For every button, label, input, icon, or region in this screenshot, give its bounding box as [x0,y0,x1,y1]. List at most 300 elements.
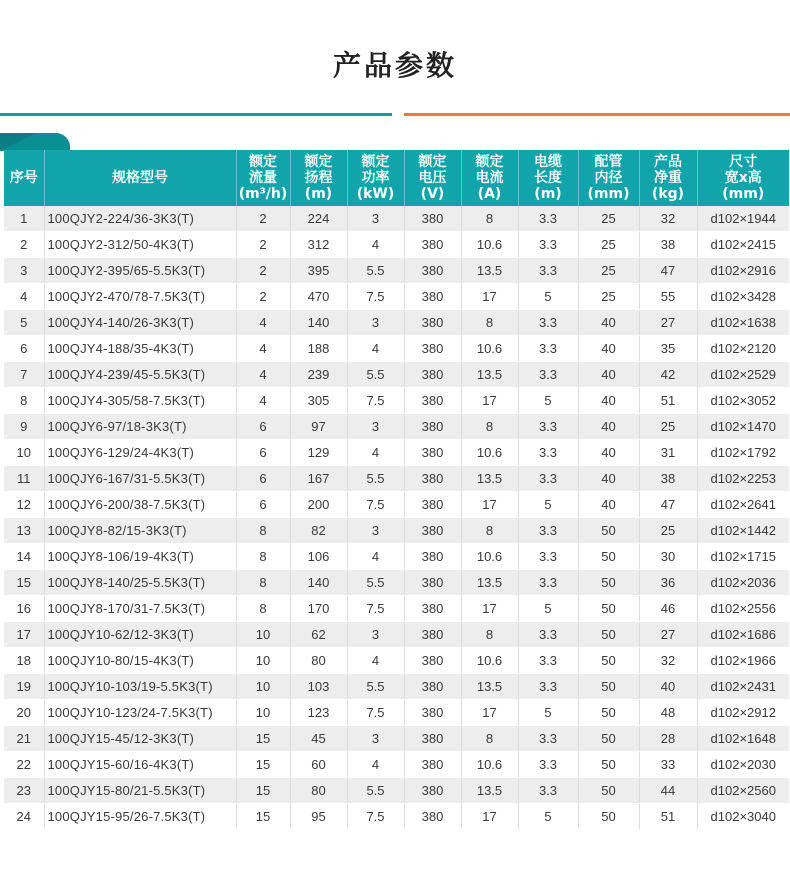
cell-cable-length: 3.3 [518,726,578,752]
header-power-line1: 额定 [361,154,390,170]
cell-voltage: 380 [404,414,461,440]
cell-current: 8 [461,622,518,648]
cell-net-weight: 47 [639,492,697,518]
cell-current: 13.5 [461,362,518,388]
cell-power: 3 [347,414,404,440]
cell-current: 17 [461,388,518,414]
table-row [4,700,789,726]
header-net-weight-line3: (kg) [651,186,685,202]
cell-pipe-diameter: 50 [578,674,639,700]
cell-index: 20 [4,700,44,726]
header-head-line3: (m) [304,186,333,202]
cell-voltage: 380 [404,284,461,310]
cell-pipe-diameter: 25 [578,232,639,258]
cell-index: 12 [4,492,44,518]
cell-net-weight: 32 [639,206,697,232]
cell-flow: 8 [236,544,290,570]
cell-current: 17 [461,804,518,830]
header-voltage-line3: (V) [420,186,445,202]
cell-cable-length: 3.3 [518,648,578,674]
cell-voltage: 380 [404,596,461,622]
header-model [44,150,236,206]
cell-model: 100QJY10-80/15-4K3(T) [44,648,236,674]
header-dimensions-line3: (mm) [722,186,765,202]
cell-pipe-diameter: 25 [578,206,639,232]
cell-dimensions: d102×2036 [697,570,789,596]
cell-index: 21 [4,726,44,752]
cell-flow: 4 [236,310,290,336]
cell-voltage: 380 [404,648,461,674]
cell-cable-length: 3.3 [518,336,578,362]
cell-current: 8 [461,414,518,440]
cell-index: 24 [4,804,44,830]
cell-head: 103 [290,674,347,700]
header-flow-line3: (m³/h) [238,186,288,202]
cell-cable-length: 3.3 [518,440,578,466]
cell-cable-length: 3.3 [518,232,578,258]
header-head [290,150,347,206]
cell-power: 4 [347,336,404,362]
cell-head: 470 [290,284,347,310]
cell-pipe-diameter: 40 [578,336,639,362]
cell-voltage: 380 [404,206,461,232]
header-net-weight [639,150,697,206]
cell-model: 100QJY2-224/36-3K3(T) [44,206,236,232]
cell-current: 17 [461,284,518,310]
cell-head: 60 [290,752,347,778]
header-flow-line2: 流量 [249,170,277,186]
cell-dimensions: d102×1442 [697,518,789,544]
cell-model: 100QJY10-103/19-5.5K3(T) [44,674,236,700]
table-row [4,648,789,674]
header-net-weight-line2: 净重 [654,170,682,186]
cell-net-weight: 51 [639,388,697,414]
cell-model: 100QJY6-200/38-7.5K3(T) [44,492,236,518]
header-cable-length-line3: (m) [534,186,562,202]
cell-flow: 4 [236,336,290,362]
cell-pipe-diameter: 40 [578,388,639,414]
header-net-weight-line1: 产品 [654,154,682,170]
table-row [4,752,789,778]
cell-pipe-diameter: 50 [578,622,639,648]
cell-model: 100QJY4-140/26-3K3(T) [44,310,236,336]
cell-power: 4 [347,648,404,674]
cell-index: 1 [4,206,44,232]
cell-current: 10.6 [461,752,518,778]
cell-net-weight: 51 [639,804,697,830]
cell-net-weight: 40 [639,674,697,700]
header-dimensions-line2: 宽x高 [724,170,762,186]
header-current [461,150,518,206]
cell-head: 80 [290,648,347,674]
cell-power: 3 [347,622,404,648]
cell-net-weight: 42 [639,362,697,388]
cell-flow: 2 [236,206,290,232]
cell-head: 95 [290,804,347,830]
cell-model: 100QJY2-312/50-4K3(T) [44,232,236,258]
cell-flow: 15 [236,752,290,778]
cell-index: 17 [4,622,44,648]
cell-head: 62 [290,622,347,648]
cell-index: 8 [4,388,44,414]
cell-pipe-diameter: 25 [578,284,639,310]
cell-flow: 2 [236,258,290,284]
cell-current: 8 [461,310,518,336]
cell-net-weight: 48 [639,700,697,726]
cell-head: 140 [290,570,347,596]
cell-power: 5.5 [347,466,404,492]
cell-voltage: 380 [404,440,461,466]
cell-pipe-diameter: 50 [578,726,639,752]
cell-flow: 8 [236,570,290,596]
cell-model: 100QJY6-97/18-3K3(T) [44,414,236,440]
cell-cable-length: 3.3 [518,622,578,648]
cell-model: 100QJY8-82/15-3K3(T) [44,518,236,544]
cell-index: 10 [4,440,44,466]
cell-model: 100QJY15-45/12-3K3(T) [44,726,236,752]
cell-index: 5 [4,310,44,336]
cell-cable-length: 3.3 [518,674,578,700]
cell-current: 13.5 [461,258,518,284]
cell-pipe-diameter: 50 [578,752,639,778]
cell-net-weight: 27 [639,310,697,336]
cell-current: 13.5 [461,466,518,492]
cell-head: 224 [290,206,347,232]
table-row [4,206,789,232]
table-row [4,310,789,336]
cell-cable-length: 3.3 [518,752,578,778]
cell-flow: 6 [236,492,290,518]
header-dimensions [697,150,789,206]
header-pipe-diameter [578,150,639,206]
table-row [4,518,789,544]
cell-index: 6 [4,336,44,362]
cell-model: 100QJY6-129/24-4K3(T) [44,440,236,466]
cell-power: 5.5 [347,778,404,804]
header-pipe-diameter-line2: 内径 [594,170,623,186]
cell-dimensions: d102×2916 [697,258,789,284]
cell-current: 10.6 [461,336,518,362]
cell-dimensions: d102×2120 [697,336,789,362]
cell-voltage: 380 [404,518,461,544]
cell-pipe-diameter: 25 [578,258,639,284]
cell-head: 312 [290,232,347,258]
table-row [4,726,789,752]
cell-voltage: 380 [404,700,461,726]
cell-pipe-diameter: 40 [578,362,639,388]
table-row [4,284,789,310]
table-row [4,570,789,596]
cell-cable-length: 3.3 [518,414,578,440]
cell-voltage: 380 [404,310,461,336]
cell-head: 239 [290,362,347,388]
cell-model: 100QJY8-106/19-4K3(T) [44,544,236,570]
cell-current: 17 [461,596,518,622]
cell-current: 13.5 [461,778,518,804]
header-pipe-diameter-line1: 配管 [594,154,623,170]
cell-net-weight: 27 [639,622,697,648]
header-head-line1: 额定 [304,154,333,170]
header-head-line2: 扬程 [304,170,333,186]
cell-pipe-diameter: 40 [578,466,639,492]
cell-flow: 15 [236,778,290,804]
cell-dimensions: d102×2431 [697,674,789,700]
cell-dimensions: d102×3428 [697,284,789,310]
cell-index: 2 [4,232,44,258]
cell-dimensions: d102×2912 [697,700,789,726]
cell-flow: 4 [236,362,290,388]
cell-dimensions: d102×2529 [697,362,789,388]
cell-flow: 15 [236,726,290,752]
cell-head: 305 [290,388,347,414]
cell-head: 140 [290,310,347,336]
cell-dimensions: d102×2030 [697,752,789,778]
cell-model: 100QJY10-62/12-3K3(T) [44,622,236,648]
cell-current: 17 [461,492,518,518]
cell-cable-length: 5 [518,804,578,830]
cell-flow: 8 [236,518,290,544]
table-row [4,544,789,570]
cell-head: 82 [290,518,347,544]
header-flow-line1: 额定 [249,154,277,170]
table-row [4,674,789,700]
cell-flow: 10 [236,700,290,726]
cell-flow: 10 [236,622,290,648]
cell-cable-length: 5 [518,596,578,622]
cell-cable-length: 3.3 [518,778,578,804]
cell-net-weight: 47 [639,258,697,284]
header-voltage-line1: 额定 [418,154,447,170]
cell-pipe-diameter: 50 [578,570,639,596]
table-row [4,388,789,414]
cell-index: 15 [4,570,44,596]
cell-cable-length: 3.3 [518,466,578,492]
cell-pipe-diameter: 50 [578,804,639,830]
cell-pipe-diameter: 50 [578,778,639,804]
cell-index: 19 [4,674,44,700]
cell-cable-length: 5 [518,492,578,518]
header-voltage [404,150,461,206]
cell-net-weight: 33 [639,752,697,778]
title-divider-teal [0,113,392,116]
cell-model: 100QJY10-123/24-7.5K3(T) [44,700,236,726]
table-header-row [4,150,789,206]
header-cable-length-line2: 长度 [534,170,562,186]
cell-power: 3 [347,206,404,232]
table-row [4,804,789,830]
cell-head: 188 [290,336,347,362]
cell-voltage: 380 [404,674,461,700]
table-row [4,492,789,518]
header-index-line1: 序号 [9,170,38,186]
table-row [4,440,789,466]
header-model-line1: 规格型号 [112,170,168,186]
cell-dimensions: d102×1966 [697,648,789,674]
cell-net-weight: 44 [639,778,697,804]
cell-cable-length: 5 [518,284,578,310]
cell-power: 4 [347,752,404,778]
cell-flow: 4 [236,388,290,414]
cell-model: 100QJY15-80/21-5.5K3(T) [44,778,236,804]
cell-dimensions: d102×2560 [697,778,789,804]
cell-index: 7 [4,362,44,388]
cell-dimensions: d102×3040 [697,804,789,830]
cell-power: 4 [347,232,404,258]
spec-table [4,150,789,830]
cell-net-weight: 30 [639,544,697,570]
header-pipe-diameter-line3: (mm) [587,186,630,202]
header-flow [236,150,290,206]
table-row [4,258,789,284]
cell-current: 10.6 [461,648,518,674]
cell-pipe-diameter: 50 [578,596,639,622]
cell-power: 5.5 [347,674,404,700]
cell-power: 7.5 [347,492,404,518]
cell-power: 5.5 [347,258,404,284]
cell-head: 167 [290,466,347,492]
cell-flow: 6 [236,466,290,492]
cell-voltage: 380 [404,570,461,596]
cell-dimensions: d102×1648 [697,726,789,752]
cell-voltage: 380 [404,362,461,388]
cell-pipe-diameter: 40 [578,492,639,518]
cell-dimensions: d102×2641 [697,492,789,518]
cell-power: 7.5 [347,284,404,310]
header-current-line2: 电流 [475,170,504,186]
cell-head: 123 [290,700,347,726]
cell-head: 97 [290,414,347,440]
cell-dimensions: d102×1792 [697,440,789,466]
cell-current: 13.5 [461,570,518,596]
cell-model: 100QJY8-170/31-7.5K3(T) [44,596,236,622]
cell-power: 3 [347,310,404,336]
cell-net-weight: 55 [639,284,697,310]
cell-flow: 2 [236,284,290,310]
cell-dimensions: d102×2253 [697,466,789,492]
cell-net-weight: 31 [639,440,697,466]
cell-current: 8 [461,726,518,752]
cell-current: 10.6 [461,544,518,570]
cell-index: 14 [4,544,44,570]
cell-net-weight: 32 [639,648,697,674]
cell-cable-length: 5 [518,700,578,726]
cell-voltage: 380 [404,804,461,830]
cell-dimensions: d102×2415 [697,232,789,258]
table-row [4,466,789,492]
cell-cable-length: 3.3 [518,206,578,232]
cell-model: 100QJY15-95/26-7.5K3(T) [44,804,236,830]
cell-model: 100QJY4-305/58-7.5K3(T) [44,388,236,414]
table-row [4,414,789,440]
cell-index: 22 [4,752,44,778]
cell-power: 4 [347,440,404,466]
cell-cable-length: 3.3 [518,362,578,388]
cell-cable-length: 3.3 [518,518,578,544]
cell-pipe-diameter: 50 [578,700,639,726]
cell-pipe-diameter: 40 [578,310,639,336]
cell-pipe-diameter: 40 [578,440,639,466]
header-dimensions-line1: 尺寸 [729,154,758,170]
cell-power: 7.5 [347,388,404,414]
cell-pipe-diameter: 50 [578,648,639,674]
header-power-line2: 功率 [361,170,390,186]
table-body [4,206,789,830]
cell-index: 3 [4,258,44,284]
table-row [4,232,789,258]
cell-net-weight: 38 [639,466,697,492]
title-divider-orange [404,113,790,116]
cell-net-weight: 35 [639,336,697,362]
cell-pipe-diameter: 50 [578,544,639,570]
cell-model: 100QJY4-239/45-5.5K3(T) [44,362,236,388]
header-voltage-line2: 电压 [418,170,447,186]
table-row [4,778,789,804]
cell-flow: 15 [236,804,290,830]
cell-cable-length: 3.3 [518,310,578,336]
header-cable-length [518,150,578,206]
cell-power: 5.5 [347,362,404,388]
cell-pipe-diameter: 40 [578,414,639,440]
cell-dimensions: d102×1638 [697,310,789,336]
cell-head: 129 [290,440,347,466]
cell-head: 80 [290,778,347,804]
cell-cable-length: 3.3 [518,570,578,596]
cell-power: 7.5 [347,596,404,622]
table-row [4,596,789,622]
cell-flow: 8 [236,596,290,622]
cell-voltage: 380 [404,778,461,804]
cell-dimensions: d102×1715 [697,544,789,570]
header-power [347,150,404,206]
cell-voltage: 380 [404,622,461,648]
header-current-line3: (A) [477,186,502,202]
cell-current: 10.6 [461,232,518,258]
cell-voltage: 380 [404,336,461,362]
cell-model: 100QJY6-167/31-5.5K3(T) [44,466,236,492]
cell-current: 17 [461,700,518,726]
page-title: 产品参数 [332,49,457,82]
cell-voltage: 380 [404,492,461,518]
cell-flow: 10 [236,674,290,700]
header-power-line3: (kW) [356,186,395,202]
table-row [4,336,789,362]
cell-power: 4 [347,544,404,570]
cell-flow: 6 [236,414,290,440]
table-row [4,362,789,388]
cell-index: 16 [4,596,44,622]
cell-model: 100QJY8-140/25-5.5K3(T) [44,570,236,596]
cell-net-weight: 28 [639,726,697,752]
cell-net-weight: 38 [639,232,697,258]
cell-index: 13 [4,518,44,544]
cell-model: 100QJY2-470/78-7.5K3(T) [44,284,236,310]
cell-index: 23 [4,778,44,804]
cell-net-weight: 46 [639,596,697,622]
cell-flow: 10 [236,648,290,674]
cell-net-weight: 25 [639,414,697,440]
cell-voltage: 380 [404,466,461,492]
cell-voltage: 380 [404,544,461,570]
cell-index: 4 [4,284,44,310]
cell-current: 8 [461,206,518,232]
cell-current: 8 [461,518,518,544]
cell-power: 3 [347,726,404,752]
cell-net-weight: 25 [639,518,697,544]
cell-head: 200 [290,492,347,518]
cell-power: 7.5 [347,700,404,726]
cell-head: 170 [290,596,347,622]
cell-voltage: 380 [404,258,461,284]
